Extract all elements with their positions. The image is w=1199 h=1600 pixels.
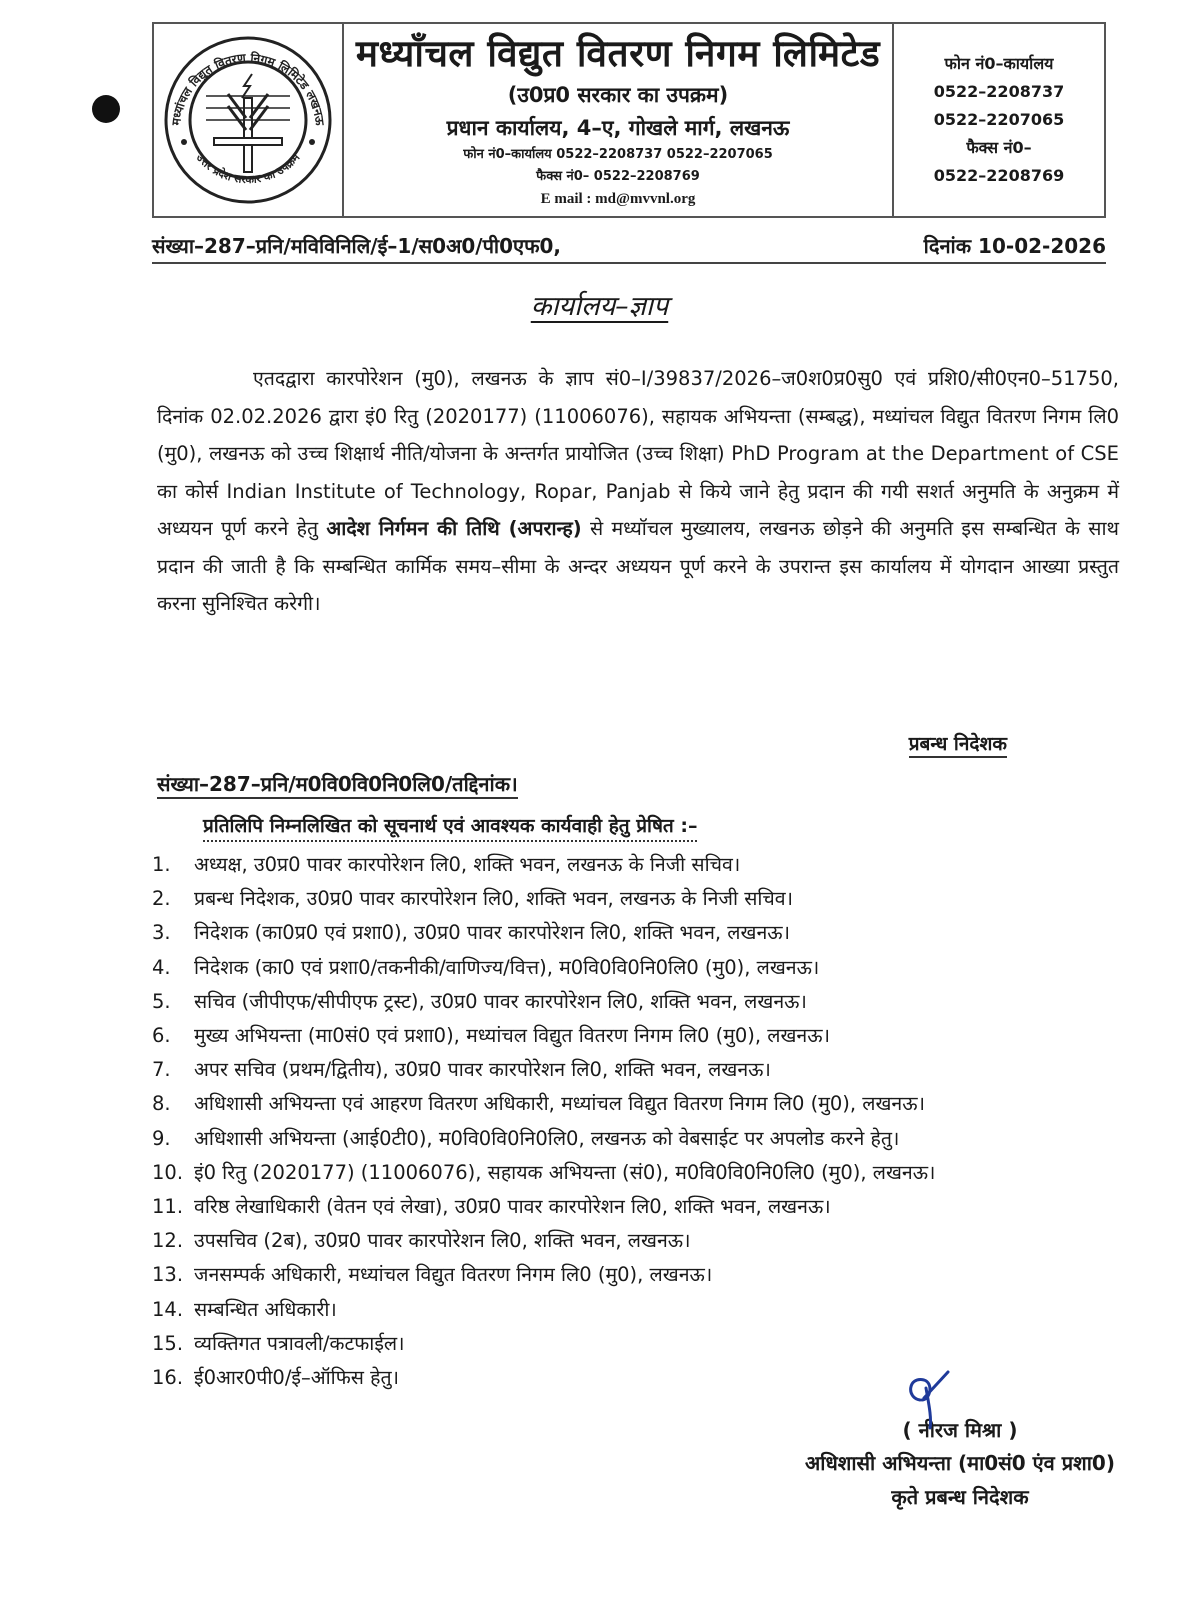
reference-date: दिनांक 10-02-2026 bbox=[923, 233, 1106, 258]
list-item bbox=[152, 1224, 1132, 1258]
list-item bbox=[152, 1293, 1132, 1327]
list-item bbox=[152, 1053, 1132, 1087]
punch-hole bbox=[92, 95, 120, 123]
fax-label: फैक्स नं0– bbox=[966, 138, 1032, 157]
list-item-number: 16. bbox=[152, 1366, 184, 1390]
list-item-number: 4. bbox=[152, 955, 171, 979]
company-name: मध्याँचल विद्युत वितरण निगम लिमिटेड bbox=[355, 32, 881, 75]
company-logo bbox=[154, 24, 344, 216]
list-item-text: प्रबन्ध निदेशक, उ0प्र0 पावर कारपोरेशन लि0, शक्ति भवन, लखनऊ के निजी सचिव। bbox=[194, 887, 794, 911]
list-item-number: 5. bbox=[152, 989, 171, 1013]
fax-number: 0522–2208769 bbox=[933, 166, 1065, 185]
reference-number: संख्या–287–प्रनि/मविविनिलि/ई–1/स0अ0/पी0एफ0, bbox=[152, 233, 562, 258]
signatory-on-behalf: कृते प्रबन्ध निदेशक bbox=[891, 1485, 1029, 1509]
list-item bbox=[152, 848, 1132, 882]
list-item-number: 1. bbox=[152, 853, 171, 876]
phone-label: फोन नं0–कार्यालय bbox=[944, 54, 1054, 73]
list-item-text: जनसम्पर्क अधिकारी, मध्यांचल विद्युत वितरण निगम लि0 (मु0), लखनऊ। bbox=[194, 1263, 713, 1287]
list-item-text: इं0 रितु (2020177) (11006076), सहायक अभियन्ता (सं0), म0वि0वि0नि0लि0 (मु0), लखनऊ। bbox=[194, 1160, 936, 1184]
svg-text:मध्यांचल विद्युत वितरण निगम लि: मध्यांचल विद्युत वितरण निगम लिमिटेड लखनऊ bbox=[169, 50, 327, 127]
email-line: E mail : md@mvvnl.org bbox=[540, 191, 696, 207]
company-subtitle: (उ0प्र0 सरकार का उपक्रम) bbox=[507, 83, 729, 107]
issuer-designation: प्रबन्ध निदेशक bbox=[909, 730, 1007, 758]
document-title bbox=[0, 286, 1199, 323]
list-item-number: 3. bbox=[152, 921, 171, 945]
signature-block bbox=[760, 1370, 1160, 1514]
letterhead bbox=[152, 22, 1106, 218]
list-item-text: निदेशक (का0 एवं प्रशा0/तकनीकी/वाणिज्य/वित्त), म0वि0वि0नि0लि0 (मु0), लखनऊ। bbox=[194, 955, 820, 979]
copy-reference-number: संख्या–287–प्रनि/म0वि0वि0नि0लि0/तद्दिनांक। bbox=[157, 770, 518, 799]
list-item bbox=[152, 1156, 1132, 1190]
list-item-number: 2. bbox=[152, 887, 171, 911]
phone-number-2: 0522–2207065 bbox=[933, 110, 1065, 129]
contact-box bbox=[894, 24, 1104, 216]
power-pole-emblem-icon bbox=[162, 34, 334, 206]
list-item-number: 13. bbox=[152, 1263, 184, 1287]
list-item bbox=[152, 985, 1132, 1019]
list-item-text: उपसचिव (2ब), उ0प्र0 पावर कारपोरेशन लि0, शक्ति भवन, लखनऊ। bbox=[194, 1229, 691, 1253]
body-paragraph bbox=[157, 360, 1119, 623]
list-item-number: 7. bbox=[152, 1058, 171, 1082]
list-item-text: मुख्य अभियन्ता (मा0सं0 एवं प्रशा0), मध्यांचल विद्युत वितरण निगम लि0 (मु0), लखनऊ। bbox=[194, 1024, 830, 1048]
body-text-part-1: एतदद्वारा कारपोरेशन (मु0), लखनऊ के ज्ञाप सं0–I/39837/2026–ज0श0प्र0सु0 एवं प्रशि0/सी0एन0–51750, दिनांक 02.02.2026 द्वारा इं0 रितु (2020177) (11006076), सहायक अभियन्ता (सम्बद्ध), मध्यांचल विद्युत वितरण निगम लि0 (मु0), लखनऊ को उच्च शिक्षार्थ नीति/योजना के अन्तर्गत प्रायोजित (उच्च शिक्षा) PhD Program at the Department of CSE का कोर्स Indian Institute of Technology, Ropar, Panjab से किये जाने हेतु प्रदान की गयी सशर्त अनुमति के अनुक्रम में अध्ययन पूर्ण करने हेतु bbox=[157, 367, 1119, 540]
list-item bbox=[152, 916, 1132, 950]
list-item-text: अपर सचिव (प्रथम/द्वितीय), उ0प्र0 पावर कारपोरेशन लि0, शक्ति भवन, लखनऊ। bbox=[194, 1058, 771, 1082]
list-item-text: सम्बन्धित अधिकारी। bbox=[194, 1297, 337, 1321]
list-item bbox=[152, 1019, 1132, 1053]
body-text-part-2: से मध्यॉचल मुख्यालय, लखनऊ छोड़ने की अनुमति इस सम्बन्धित के साथ प्रदान की जाती है कि सम्बन्धित कार्मिक समय–सीमा के अन्दर अध्ययन पूर्ण करने के उपरान्त इस कार्यालय में योगदान आख्या प्रस्तुत करना सुनिश्चित करेगी। bbox=[157, 517, 1119, 615]
list-item-text: निदेशक (का0प्र0 एवं प्रशा0), उ0प्र0 पावर कारपोरेशन लि0, शक्ति भवन, लखनऊ। bbox=[194, 921, 790, 945]
list-item bbox=[152, 1327, 1132, 1361]
list-item-text: अधिशासी अभियन्ता (आई0टी0), म0वि0वि0नि0लि0, लखनऊ को वेबसाईट पर अपलोड करने हेतु। bbox=[194, 1126, 900, 1150]
list-item-text: अधिशासी अभियन्ता एवं आहरण वितरण अधिकारी, मध्यांचल विद्युत वितरण निगम लि0 (मु0), लखनऊ। bbox=[194, 1092, 925, 1116]
list-item-number: 6. bbox=[152, 1024, 171, 1048]
svg-text:उत्तर प्रदेश सरकार का उपक्रम: उत्तर प्रदेश सरकार का उपक्रम bbox=[193, 151, 303, 187]
fax-line: फैक्स नं0– 0522–2208769 bbox=[536, 169, 700, 184]
list-item bbox=[152, 1122, 1132, 1156]
list-item-number: 9. bbox=[152, 1126, 171, 1150]
list-item-text: अध्यक्ष, उ0प्र0 पावर कारपोरेशन लि0, शक्ति भवन, लखनऊ के निजी सचिव। bbox=[194, 853, 741, 876]
list-item bbox=[152, 1087, 1132, 1121]
list-item-number: 11. bbox=[152, 1195, 184, 1219]
list-item-number: 14. bbox=[152, 1297, 184, 1321]
list-item-number: 15. bbox=[152, 1331, 184, 1355]
list-item bbox=[152, 1258, 1132, 1292]
reference-line bbox=[152, 228, 1106, 264]
list-item-number: 12. bbox=[152, 1229, 184, 1253]
recipient-list bbox=[152, 848, 1132, 1395]
body-text-bold: आदेश निर्गमन की तिथि (अपरान्ह) bbox=[326, 517, 582, 540]
signatory-designation: अधिशासी अभियन्ता (मा0सं0 एंव प्रशा0) bbox=[805, 1451, 1115, 1475]
list-item-text: व्यक्तिगत पत्रावली/कटफाईल। bbox=[194, 1331, 405, 1355]
list-item-text: वरिष्ठ लेखाधिकारी (वेतन एवं लेखा), उ0प्र0 पावर कारपोरेशन लि0, शक्ति भवन, लखनऊ। bbox=[194, 1195, 831, 1219]
signatory-name: ( नीरज मिश्रा ) bbox=[902, 1418, 1018, 1442]
list-item-text: सचिव (जीपीएफ/सीपीएफ ट्रस्ट), उ0प्र0 पावर कारपोरेशन लि0, शक्ति भवन, लखनऊ। bbox=[194, 989, 807, 1013]
list-item bbox=[152, 882, 1132, 916]
list-item-number: 8. bbox=[152, 1092, 171, 1116]
list-item bbox=[152, 1190, 1132, 1224]
list-item-number: 10. bbox=[152, 1160, 184, 1184]
list-item bbox=[152, 951, 1132, 985]
copy-heading: प्रतिलिपि निम्नलिखित को सूचनार्थ एवं आवश्यक कार्यवाही हेतु प्रेषित :– bbox=[203, 812, 697, 842]
signature-icon bbox=[900, 1370, 960, 1430]
handwritten-signature bbox=[760, 1370, 1160, 1414]
list-item-text: ई0आर0पी0/ई–ऑफिस हेतु। bbox=[194, 1366, 399, 1390]
phone-line: फोन नं0–कार्यालय 0522–2208737 0522–2207065 bbox=[463, 147, 773, 162]
head-office-address: प्रधान कार्यालय, 4–ए, गोखले मार्ग, लखनऊ bbox=[446, 116, 790, 140]
phone-number-1: 0522–2208737 bbox=[933, 82, 1065, 101]
document-title-text: कार्यालय–ज्ञाप bbox=[530, 291, 669, 322]
